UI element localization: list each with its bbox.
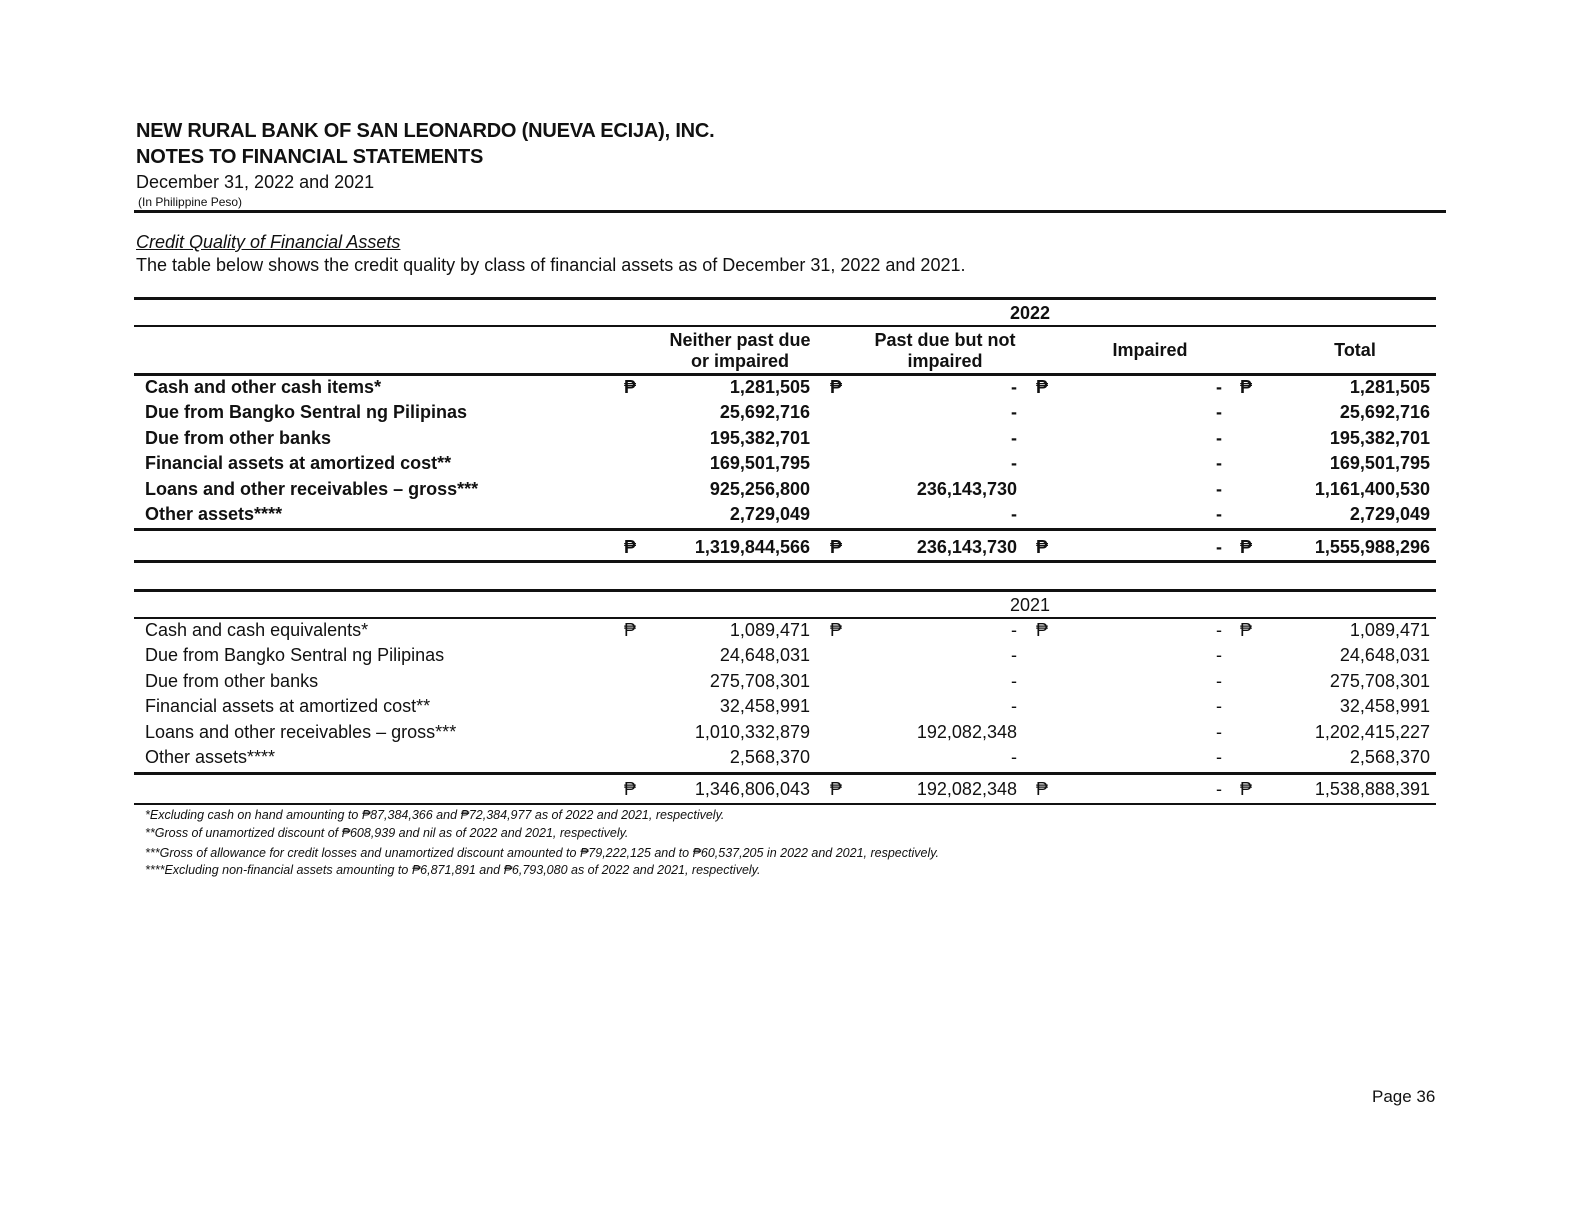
- row-label: Cash and cash equivalents*: [145, 620, 369, 640]
- cell-neither: 1,010,332,879: [694, 721, 810, 742]
- total-neither: 1,319,844,566: [694, 537, 810, 557]
- cell-neither: 32,458,991: [719, 696, 810, 717]
- cell-total: 24,648,031: [1339, 645, 1430, 666]
- currency-note: (In Philippine Peso): [138, 195, 243, 209]
- subtotal-rule-2021: [134, 772, 1436, 775]
- header-bottom-rule: [134, 373, 1436, 376]
- cell-pastdue: -: [1011, 670, 1017, 691]
- peso-sign: ₱: [1240, 779, 1253, 799]
- cell-pastdue: -: [1011, 696, 1017, 717]
- peso-sign: ₱: [1240, 537, 1253, 557]
- row-label: Loans and other receivables – gross***: [145, 721, 457, 742]
- row-label: Due from other banks: [145, 670, 319, 691]
- company-name: NEW RURAL BANK OF SAN LEONARDO (NUEVA ECIJA), INC.: [136, 120, 715, 142]
- peso-sign: ₱: [1036, 377, 1049, 397]
- peso-sign: ₱: [624, 779, 637, 799]
- document-title: NOTES TO FINANCIAL STATEMENTS: [136, 146, 484, 168]
- reporting-period: December 31, 2022 and 2021: [136, 172, 375, 192]
- cell-impaired: -: [1216, 696, 1222, 717]
- col-header-neither-line1: Neither past due: [669, 330, 811, 350]
- cell-total: 275,708,301: [1329, 670, 1430, 691]
- cell-total: 1,161,400,530: [1314, 478, 1430, 499]
- cell-neither: 24,648,031: [719, 645, 810, 666]
- peso-sign: ₱: [1240, 620, 1253, 640]
- cell-impaired: -: [1216, 504, 1222, 524]
- peso-sign: ₱: [1240, 377, 1253, 397]
- peso-sign: ₱: [830, 537, 843, 557]
- cell-neither: 2,568,370: [729, 747, 810, 767]
- cell-pastdue: -: [1011, 453, 1017, 474]
- cell-impaired: -: [1216, 377, 1222, 397]
- row-label: Other assets****: [145, 747, 276, 767]
- page-number: Page 36: [1372, 1087, 1436, 1106]
- row-label: Due from Bangko Sentral ng Pilipinas: [145, 402, 468, 423]
- footnote-2: **Gross of unamortized discount of ₱608,939 and nil as of 2022 and 2021, respectively.: [145, 826, 629, 840]
- cell-total: 169,501,795: [1329, 453, 1430, 474]
- cell-neither: 1,281,505: [729, 377, 810, 397]
- section-description: The table below shows the credit quality by class of financial assets as of December 31, 2022 and 2021.: [136, 255, 966, 275]
- col-header-neither: [640, 330, 840, 372]
- peso-sign: ₱: [624, 620, 637, 640]
- cell-total: 25,692,716: [1339, 402, 1430, 423]
- header-rule: [134, 210, 1446, 213]
- peso-sign: ₱: [624, 377, 637, 397]
- peso-sign: ₱: [1036, 537, 1049, 557]
- year-2022-label: 2022: [1009, 303, 1051, 323]
- cell-pastdue: 192,082,348: [916, 721, 1017, 742]
- peso-sign: ₱: [624, 537, 637, 557]
- cell-pastdue: -: [1011, 504, 1017, 524]
- row-label: Due from other banks: [145, 427, 332, 448]
- table-top-rule: [134, 297, 1436, 300]
- col-header-pastdue: [845, 330, 1045, 372]
- section-title: Credit Quality of Financial Assets: [136, 232, 401, 252]
- cell-impaired: -: [1216, 645, 1222, 666]
- footnote-4: ****Excluding non-financial assets amounting to ₱6,871,891 and ₱6,793,080 as of 2022 and 2021, respectively.: [145, 863, 761, 877]
- cell-impaired: -: [1216, 747, 1222, 767]
- total-bottom-rule-2021: [134, 803, 1436, 805]
- cell-neither: 275,708,301: [709, 670, 810, 691]
- total-neither: 1,346,806,043: [694, 779, 810, 799]
- cell-neither: 2,729,049: [729, 504, 810, 524]
- row-label: Financial assets at amortized cost**: [145, 453, 452, 474]
- peso-sign: ₱: [830, 779, 843, 799]
- row-label: Loans and other receivables – gross***: [145, 478, 479, 499]
- peso-sign: ₱: [830, 620, 843, 640]
- cell-neither: 195,382,701: [709, 427, 810, 448]
- cell-total: 32,458,991: [1339, 696, 1430, 717]
- total-pastdue: 192,082,348: [916, 779, 1017, 799]
- cell-pastdue: -: [1011, 402, 1017, 423]
- cell-total: 1,281,505: [1349, 377, 1430, 397]
- row-label: Due from Bangko Sentral ng Pilipinas: [145, 645, 445, 666]
- col-header-pastdue-line1: Past due but not: [874, 330, 1016, 350]
- total-bottom-rule-2022: [134, 560, 1436, 563]
- cell-pastdue: -: [1011, 427, 1017, 448]
- row-label: Cash and other cash items*: [145, 377, 382, 397]
- cell-neither: 925,256,800: [709, 478, 810, 499]
- footnote-3: ***Gross of allowance for credit losses and unamortized discount amounted to ₱79,222,125 and to ₱60,537,205 in 2022 and 2021, respectively.: [145, 846, 940, 860]
- cell-pastdue: -: [1011, 747, 1017, 767]
- row-label: Financial assets at amortized cost**: [145, 696, 431, 717]
- peso-sign: ₱: [830, 377, 843, 397]
- year-rule: [134, 325, 1436, 327]
- cell-total: 2,568,370: [1349, 747, 1430, 767]
- total-total: 1,555,988,296: [1314, 537, 1430, 557]
- cell-impaired: -: [1216, 453, 1222, 474]
- col-header-impaired: Impaired: [1112, 340, 1188, 360]
- subtotal-rule-2022: [134, 528, 1436, 531]
- cell-neither: 1,089,471: [729, 620, 810, 640]
- total-total: 1,538,888,391: [1314, 779, 1430, 799]
- cell-neither: 169,501,795: [709, 453, 810, 474]
- peso-sign: ₱: [1036, 620, 1049, 640]
- cell-impaired: -: [1216, 427, 1222, 448]
- year-rule: [134, 617, 1436, 619]
- cell-pastdue: -: [1011, 645, 1017, 666]
- cell-neither: 25,692,716: [719, 402, 810, 423]
- cell-pastdue: 236,143,730: [916, 478, 1017, 499]
- col-header-total: Total: [1334, 340, 1376, 360]
- cell-total: 2,729,049: [1349, 504, 1430, 524]
- cell-impaired: -: [1216, 620, 1222, 640]
- cell-total: 195,382,701: [1329, 427, 1430, 448]
- year-2021-label: 2021: [1009, 595, 1051, 615]
- cell-total: 1,202,415,227: [1314, 721, 1430, 742]
- peso-sign: ₱: [1036, 779, 1049, 799]
- cell-pastdue: -: [1011, 620, 1017, 640]
- cell-impaired: -: [1216, 478, 1222, 499]
- cell-impaired: -: [1216, 670, 1222, 691]
- footnote-1: *Excluding cash on hand amounting to ₱87,384,366 and ₱72,384,977 as of 2022 and 2021, respectively.: [145, 808, 725, 822]
- cell-total: 1,089,471: [1349, 620, 1430, 640]
- col-header-neither-line2: or impaired: [690, 351, 790, 371]
- total-impaired: -: [1216, 537, 1222, 557]
- cell-impaired: -: [1216, 402, 1222, 423]
- total-pastdue: 236,143,730: [916, 537, 1017, 557]
- col-header-pastdue-line2: impaired: [907, 351, 983, 371]
- cell-pastdue: -: [1011, 377, 1017, 397]
- table-top-rule: [134, 589, 1436, 592]
- cell-impaired: -: [1216, 721, 1222, 742]
- row-label: Other assets****: [145, 504, 283, 524]
- total-impaired: -: [1216, 779, 1222, 799]
